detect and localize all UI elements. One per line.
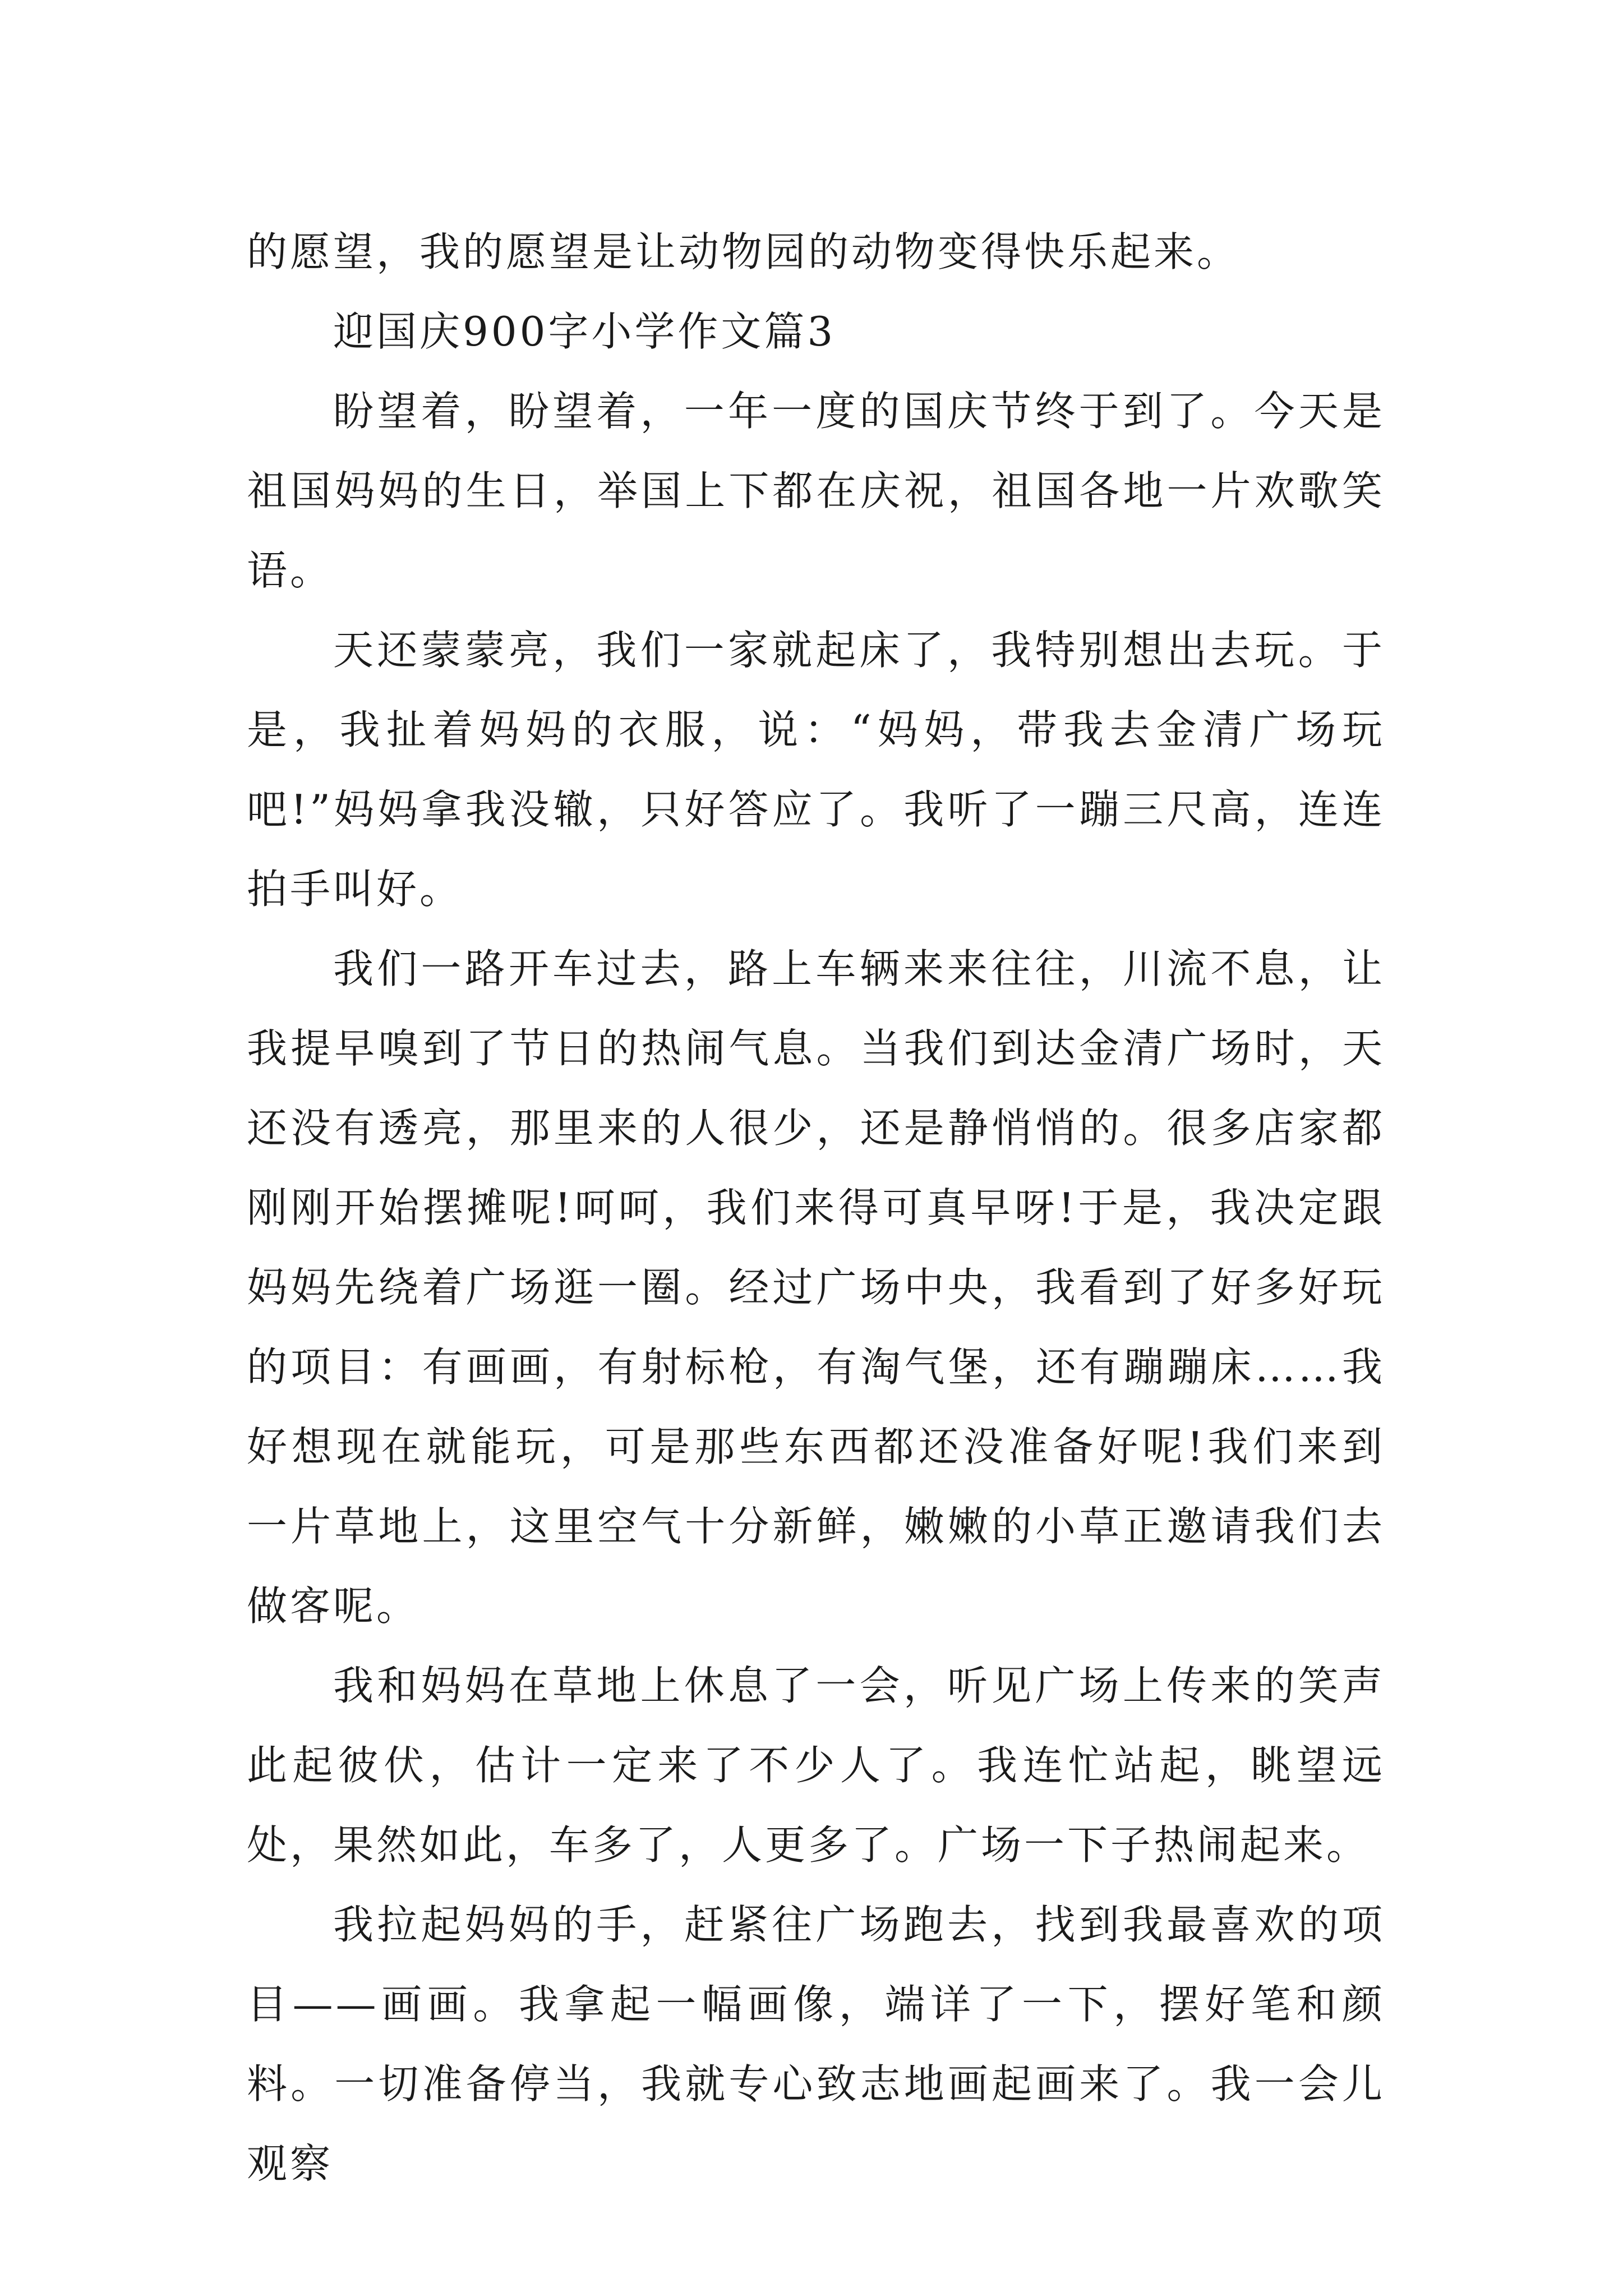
paragraph-1: 盼望着，盼望着，一年一度的国庆节终于到了。今天是祖国妈妈的生日，举国上下都在庆祝，祖国各地一片欢歌笑语。 xyxy=(247,388,1385,594)
document-body xyxy=(247,212,1385,2203)
paragraph-2: 天还蒙蒙亮，我们一家就起床了，我特别想出去玩。于是，我扯着妈妈的衣服，说：“妈妈，带我去金清广场玩吧!”妈妈拿我没辙，只好答应了。我听了一蹦三尺高，连连拍手叫好。 xyxy=(247,627,1385,913)
paragraph-4: 我和妈妈在草地上休息了一会，听见广场上传来的笑声此起彼伏，估计一定来了不少人了。我连忙站起，眺望远处，果然如此，车多了，人更多了。广场一下子热闹起来。 xyxy=(247,1662,1385,1869)
intro-fragment: 的愿望，我的愿望是让动物园的动物变得快乐起来。 xyxy=(247,228,1241,275)
essay-heading: 迎国庆900字小学作文篇3 xyxy=(333,308,836,355)
paragraph-3: 我们一路开车过去，路上车辆来来往往，川流不息，让我提早嗅到了节日的热闹气息。当我们到达金清广场时，天还没有透亮，那里来的人很少，还是静悄悄的。很多店家都刚刚开始摆摊呢!呵呵，我们来得可真早呀!于是，我决定跟妈妈先绕着广场逛一圈。经过广场中央，我看到了好多好玩的项目：有画画，有射标枪，有淘气堡，还有蹦蹦床……我好想现在就能玩，可是那些东西都还没准备好呢!我们来到一片草地上，这里空气十分新鲜，嫩嫩的小草正邀请我们去做客呢。 xyxy=(247,945,1385,1630)
paragraph-5: 我拉起妈妈的手，赶紧往广场跑去，找到我最喜欢的项目——画画。我拿起一幅画像，端详了一下，摆好笔和颜料。一切准备停当，我就专心致志地画起画来了。我一会儿观察 xyxy=(247,1901,1385,2187)
